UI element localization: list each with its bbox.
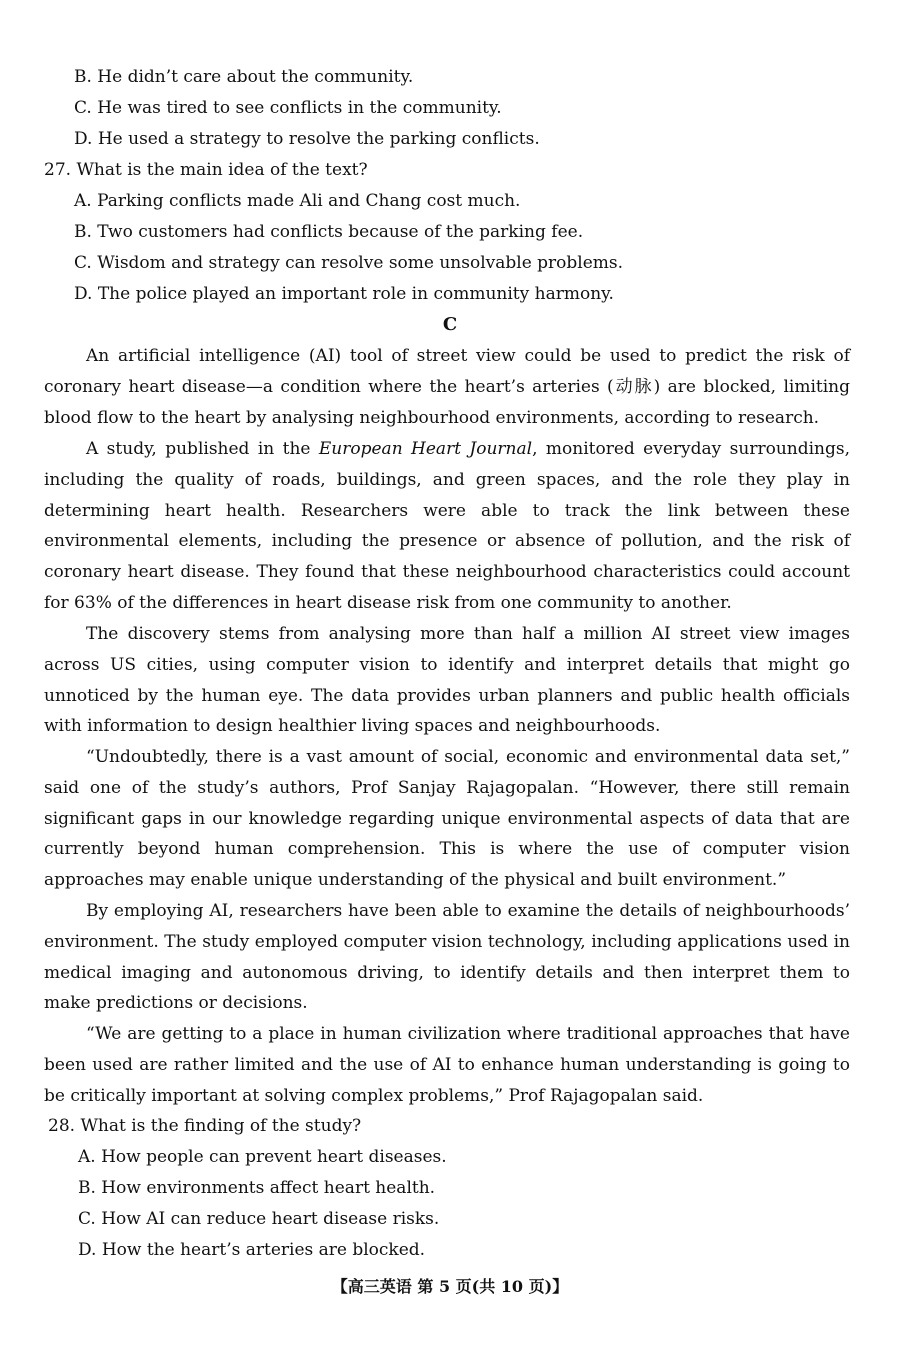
q27-option-a: A. Parking conflicts made Ali and Chang cost much. [74,191,521,211]
passage-paragraph-3: The discovery stems from analysing more than half a million AI street view images across US cities, using computer vision to identify and interpret details that might go unnoticed by the human eye. The data provides urban planners and public health officials with information to design healthier living spaces and neighbourhoods. [44,624,850,737]
q26-option-c: C. He was tired to see conflicts in the community. [74,98,502,118]
p2-text-after: , monitored everyday surroundings, including the quality of roads, buildings, and green spaces, and the role they play in determining heart health. Researchers were able to track the link between these environmental elements, including the presence or absence of pollution, and the risk of coronary heart disease. They found that these neighbourhood characteristics could account for 63% of the differences in heart disease risk from one community to another. [44,439,850,613]
passage-paragraph-5: By employing AI, researchers have been able to examine the details of neighbourhoods’ environment. The study employed computer vision technology, including applications used in medical imaging and autonomous driving, to identify details and then interpret them to make predictions or decisions. [44,901,850,1014]
passage-paragraph-2 [44,434,850,619]
q28-option-c: C. How AI can reduce heart disease risks. [78,1209,440,1229]
passage-paragraph-6: “We are getting to a place in human civilization where traditional approaches that have been used are rather limited and the use of AI to enhance human understanding is going to be critically important at solving complex problems,” Prof Rajagopalan said. [44,1024,850,1106]
q28-option-a: A. How people can prevent heart diseases. [78,1147,447,1167]
passage-paragraph-4: “Undoubtedly, there is a vast amount of social, economic and environmental data set,” said one of the study’s authors, Prof Sanjay Rajagopalan. “However, there still remain significant gaps in our knowledge regarding unique environmental aspects of data that are currently beyond human comprehension. This is where the use of computer vision approaches may enable unique understanding of the physical and built environment.” [44,747,850,891]
q27-stem: 27. What is the main idea of the text? [44,160,368,180]
q27-option-b: B. Two customers had conflicts because of the parking fee. [74,222,584,242]
q26-option-b: B. He didn’t care about the community. [74,67,414,87]
q28-option-b: B. How environments affect heart health. [78,1178,436,1198]
passage-label: C [442,314,458,335]
journal-name: European Heart Journal [318,439,533,459]
q27-option-d: D. The police played an important role in community harmony. [74,284,614,304]
q28-stem: 28. What is the finding of the study? [48,1116,362,1136]
q27-option-c: C. Wisdom and strategy can resolve some unsolvable problems. [74,253,624,273]
q26-option-d: D. He used a strategy to resolve the parking conflicts. [74,129,540,149]
q28-option-d: D. How the heart’s arteries are blocked. [78,1240,426,1260]
page-footer: 【高三英语 第 5 页(共 10 页)】 [331,1277,569,1296]
passage-paragraph-1: An artificial intelligence (AI) tool of street view could be used to predict the risk of coronary heart disease—a condition where the heart’s arteries (动脉) are blocked, limiting blood flow to the heart by analysing neighbourhood environments, according to research. [44,346,850,428]
p2-text-before: A study, published in the [86,439,319,459]
